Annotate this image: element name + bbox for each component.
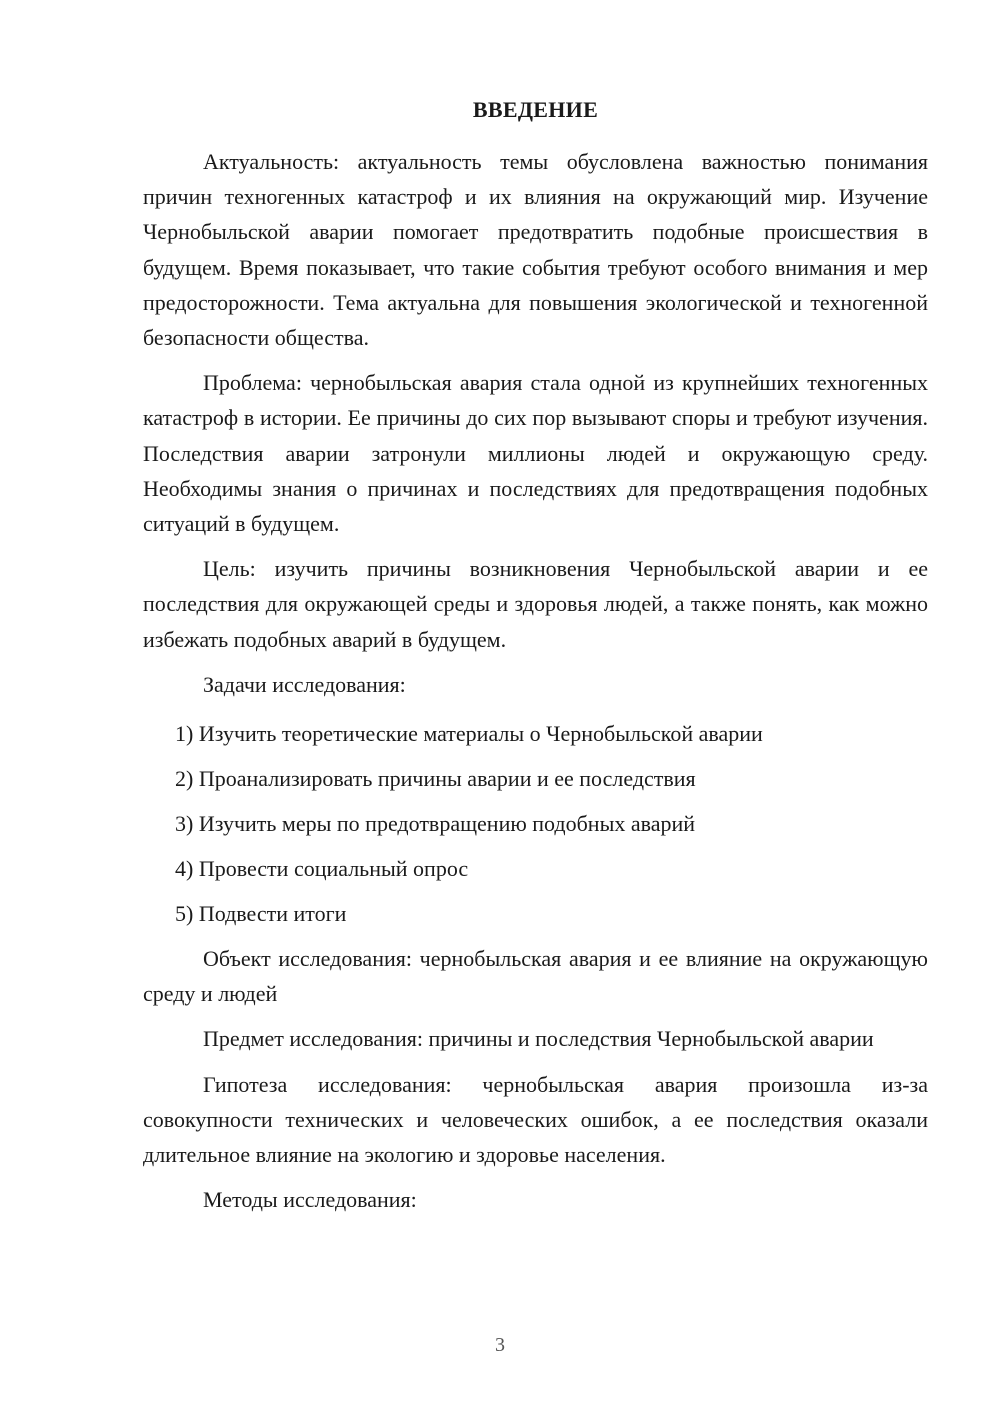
relevance-paragraph: Актуальность: актуальность темы обусловлена важностью понимания причин техногенных катастроф и их влияния на окружающий мир. Изучение Чернобыльской аварии помогает предотвратить подобные происшествия в будущем. Время показывает, что такие события требуют особого внимания и мер предосторожности. Тема актуальна для повышения экологической и техногенной безопасности общества. — [143, 149, 928, 351]
document-title: ВВЕДЕНИЕ — [472, 97, 599, 122]
object-paragraph: Объект исследования: чернобыльская авария и ее влияние на окружающую среду и людей — [143, 946, 928, 1007]
hypothesis-paragraph: Гипотеза исследования: чернобыльская авария произошла из-за совокупности технических и человеческих ошибок, а ее последствия оказали длительное влияние на экологию и здоровье населения. — [143, 1071, 928, 1168]
task-item: 5) Подвести итоги — [175, 901, 347, 927]
problem-paragraph: Проблема: чернобыльская авария стала одной из крупнейших техногенных катастроф в истории. Ее причины до сих пор вызывают споры и требуют изучения. Последствия аварии затронули миллионы людей и окружающую среду. Необходимы знания о причинах и последствиях для предотвращения подобных ситуаций в будущем. — [143, 370, 928, 537]
task-item: 2) Проанализировать причины аварии и ее последствия — [175, 766, 696, 792]
task-item: 3) Изучить меры по предотвращению подобных аварий — [175, 811, 696, 837]
tasks-list — [143, 716, 928, 931]
subject-paragraph: Предмет исследования: причины и последствия Чернобыльской аварии — [203, 1026, 874, 1052]
goal-paragraph: Цель: изучить причины возникновения Чернобыльской аварии и ее последствия для окружающей среды и здоровья людей, а также понять, как можно избежать подобных аварий в будущем. — [143, 556, 928, 652]
methods-heading: Методы исследования: — [203, 1187, 417, 1213]
task-item: 4) Провести социальный опрос — [175, 856, 469, 882]
page-number: 3 — [495, 1334, 505, 1356]
task-item: 1) Изучить теоретические материалы о Чернобыльской аварии — [175, 721, 763, 747]
document-page — [143, 88, 928, 1227]
tasks-heading: Задачи исследования: — [203, 671, 406, 697]
